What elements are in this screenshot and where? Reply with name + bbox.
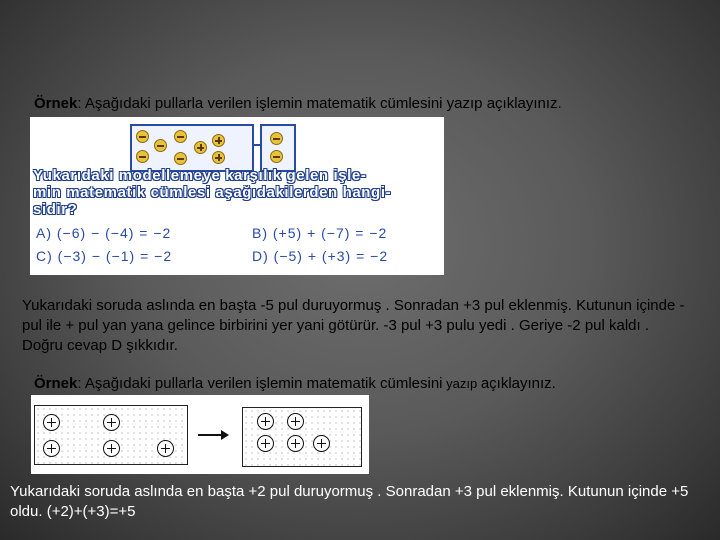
option-a: A) (−6) − (−4) = −2 <box>36 225 172 241</box>
minus-chip <box>270 132 283 145</box>
plus-chip <box>257 435 274 452</box>
initial-model-box <box>130 124 254 172</box>
plus-chip <box>157 440 174 457</box>
arrow-icon <box>198 434 223 436</box>
plus-chip <box>103 414 120 431</box>
plus-chip <box>287 413 304 430</box>
example1-heading <box>34 95 562 112</box>
plus-chip <box>257 413 274 430</box>
plus-chip <box>43 440 60 457</box>
plus-chip <box>43 414 60 431</box>
question-line-2: min matematik cümlesi aşağıdakilerden hangi- <box>33 184 392 201</box>
example2-heading-bold: Örnek <box>34 375 78 392</box>
initial-chip-box <box>34 405 188 465</box>
minus-chip <box>174 152 187 165</box>
plus-chip <box>194 141 207 154</box>
result-model-box <box>260 124 296 172</box>
example2-heading-small: yazıp <box>442 376 481 391</box>
example2-heading-text: : Aşağıdaki pullarla verilen işlemin matematik cümlesini <box>77 375 443 392</box>
example2-heading-end: açıklayınız. <box>480 375 556 392</box>
minus-chip <box>270 150 283 163</box>
example2-question-image <box>31 395 369 474</box>
option-d: D) (−5) + (+3) = −2 <box>252 248 389 264</box>
minus-chip <box>174 130 187 143</box>
minus-chip <box>136 150 149 163</box>
option-c: C) (−3) − (−1) = −2 <box>36 248 173 264</box>
plus-chip <box>313 435 330 452</box>
result-chip-box <box>242 407 362 467</box>
example1-explanation: Yukarıdaki soruda aslında en başta -5 pul duruyormuş . Sonradan +3 pul eklenmiş. Kutunun içinde - pul ile + pul yan yana gelince birbirini yer yani götürür. -3 pul +3 pulu yedi . Geriye -2 pul kaldı . Doğru cevap D şıkkıdır. <box>22 297 685 354</box>
plus-chip <box>212 134 225 147</box>
option-b: B) (+5) + (−7) = −2 <box>252 225 388 241</box>
plus-chip <box>212 151 225 164</box>
question-line-3: sidir? <box>33 201 78 218</box>
plus-chip <box>103 440 120 457</box>
arrow-head-icon <box>221 430 229 440</box>
plus-chip <box>287 435 304 452</box>
example1-question-image <box>30 117 444 275</box>
example1-heading-bold: Örnek <box>34 95 78 112</box>
minus-chip <box>154 139 167 152</box>
example2-explanation: Yukarıdaki soruda aslında en başta +2 pul duruyormuş . Sonradan +3 pul eklenmiş. Kutunun içinde +5 oldu. (+2)+(+3)=+5 <box>10 483 689 520</box>
question-line-1: Yukarıdaki modellemeye karşılık gelen işle- <box>33 167 367 184</box>
example1-heading-text: : Aşağıdaki pullarla verilen işlemin matematik cümlesini yazıp açıklayınız. <box>77 95 562 112</box>
minus-chip <box>136 130 149 143</box>
example2-heading <box>34 375 556 392</box>
